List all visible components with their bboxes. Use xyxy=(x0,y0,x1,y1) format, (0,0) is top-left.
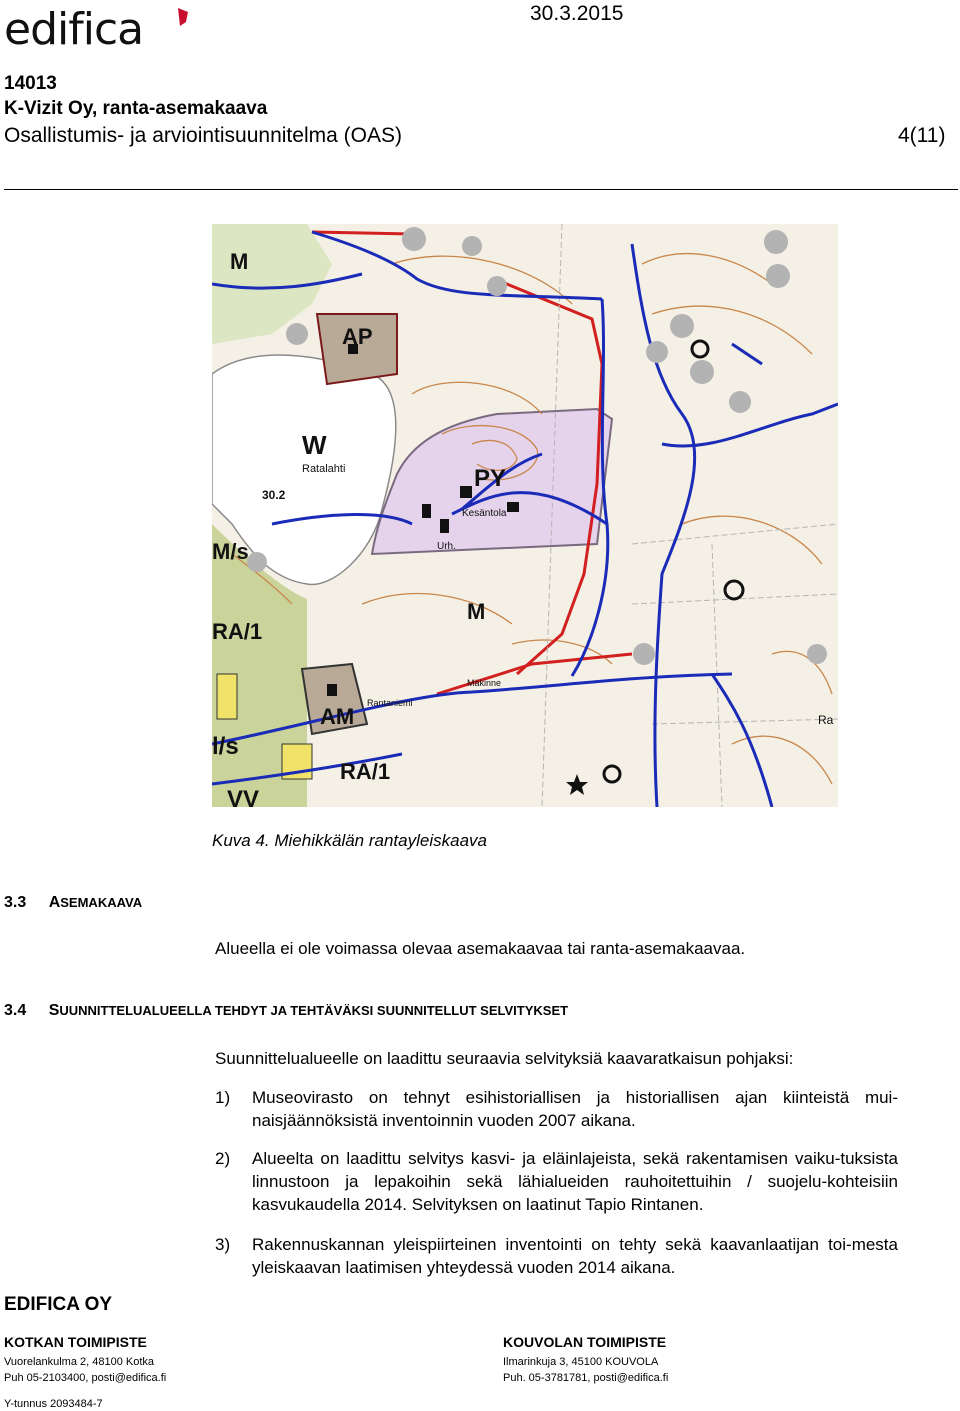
map-label-makinne: Mäkinne xyxy=(467,678,502,688)
map-label-ra-right: Ra xyxy=(818,713,834,727)
header-divider xyxy=(4,189,958,190)
office-address: Ilmarinkuja 3, 45100 KOUVOLA xyxy=(503,1356,659,1368)
map-label-w: W xyxy=(302,430,327,460)
section-title-initial: S xyxy=(48,1002,60,1019)
map-label-ratalahti: Ratalahti xyxy=(302,463,346,475)
office-heading: KOUVOLAN TOIMIPISTE xyxy=(503,1334,667,1350)
footer-kotka-office xyxy=(4,1333,166,1385)
section-title-rest: SEMAKAAVA xyxy=(60,895,143,910)
map-label-am: AM xyxy=(320,704,355,729)
list-item-text: Museovirasto on tehnyt esihistoriallisen ja historiallisen ajan kiinteistä mui-naisjäännöksistä inventoinnin vuoden 2007 aikana. xyxy=(252,1088,898,1130)
section-3-3-body: Alueella ei ole voimassa olevaa asemakaavaa tai ranta-asemakaavaa. xyxy=(215,939,746,958)
business-id: Y-tunnus 2093484-7 xyxy=(4,1398,103,1410)
section-number: 3.4 xyxy=(4,1002,27,1019)
map-label-py: PY xyxy=(474,465,507,492)
map-label-vv: VV xyxy=(227,786,260,807)
office-contact: Puh 05-2103400, posti@edifica.fi xyxy=(4,1372,167,1384)
map-label-rantaniemi: Rantaniemi xyxy=(367,698,413,708)
list-item-text: Alueelta on laadittu selvitys kasvi- ja eläinlajeista, sekä rakentamisen vaiku-tuksista linnustoon ja lepakoihin sekä lähialueiden rauhoitettuihin / suojelu-kohteisiin kasvukaudella 2014. Selvityksen on laatinut Tapio Rintanen. xyxy=(252,1149,898,1214)
footer-company-name: EDIFICA OY xyxy=(4,1294,113,1315)
list-item xyxy=(215,1233,898,1279)
office-contact: Puh. 05-3781781, posti@edifica.fi xyxy=(503,1372,669,1384)
section-3-4-intro: Suunnittelualueelle on laadittu seuraavia selvityksiä kaavaratkaisun pohjaksi: xyxy=(215,1049,794,1068)
document-date: 30.3.2015 xyxy=(530,2,624,25)
list-item-number: 1) xyxy=(215,1088,231,1107)
list-item xyxy=(215,1086,898,1132)
project-code: 14013 xyxy=(4,73,57,94)
map-label-m-top: M xyxy=(230,249,249,274)
project-title: K-Vizit Oy, ranta-asemakaava xyxy=(4,98,268,119)
document-title: Osallistumis- ja arviointisuunnitelma (OAS) xyxy=(4,124,402,147)
map-label-ls: l/s xyxy=(212,733,239,760)
office-address: Vuorelankulma 2, 48100 Kotka xyxy=(4,1356,155,1368)
map-label-m-mid: M xyxy=(467,599,486,624)
master-plan-map xyxy=(212,224,838,807)
section-3-3-heading xyxy=(4,893,142,913)
section-3-4-heading xyxy=(4,1001,568,1021)
map-label-kesantola: Kesäntola xyxy=(462,508,507,519)
map-label-ra1: RA/1 xyxy=(340,759,391,784)
list-item-text: Rakennuskannan yleispiirteinen inventointi on tehty sekä kaavanlaatijan toi-mesta yleiskaavan laatimisen yhteydessä vuoden 2014 aikana. xyxy=(252,1235,898,1277)
page-number: 4(11) xyxy=(898,124,946,147)
map-drawing xyxy=(212,224,838,807)
footer-kouvola-office xyxy=(503,1333,668,1385)
map-label-ap: AP xyxy=(342,324,373,349)
list-item xyxy=(215,1147,898,1216)
logo-accent-icon xyxy=(176,8,188,28)
list-item-number: 2) xyxy=(215,1149,231,1168)
map-label-urh: Urh. xyxy=(437,541,456,552)
list-item-number: 3) xyxy=(215,1235,231,1254)
office-heading: KOTKAN TOIMIPISTE xyxy=(4,1334,147,1350)
map-label-level: 30.2 xyxy=(262,488,286,502)
section-number: 3.3 xyxy=(4,894,27,911)
map-label-ms: M/s xyxy=(212,539,249,564)
section-title-rest: UUNNITTELUALUEELLA TEHDYT JA TEHTÄVÄKSI SUUNNITELLUT SELVITYKSET xyxy=(59,1003,569,1018)
figure-caption: Kuva 4. Miehikkälän rantayleiskaava xyxy=(212,831,487,850)
section-title-initial: A xyxy=(48,894,61,911)
map-label-ra1-left: RA/1 xyxy=(212,619,263,644)
edifica-logo: edifica xyxy=(4,4,144,55)
